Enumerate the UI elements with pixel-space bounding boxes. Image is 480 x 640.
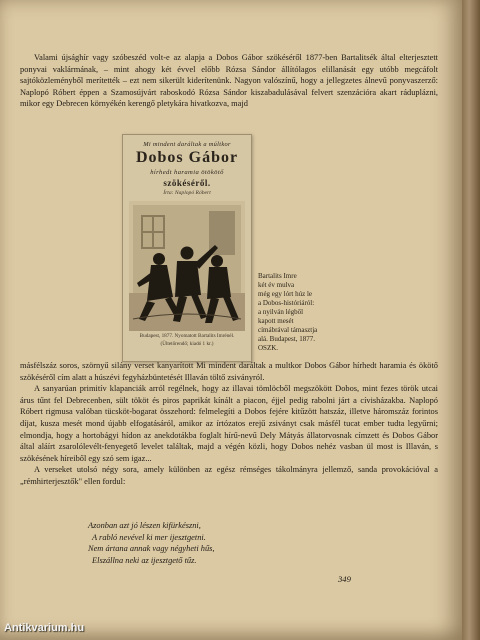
page-number: 349 — [338, 574, 351, 584]
caption-line: OSZK. — [258, 344, 279, 352]
cover-line-3: hírhedt haramia ötökötő — [150, 169, 224, 176]
top-paragraph — [20, 52, 438, 110]
chapbook-cover-illustration — [122, 134, 252, 362]
cover-price: (Ültetőrendő; kiadó 1 kr.) — [160, 341, 214, 347]
verse-line: Azonban azt jó lészen kifürkészni, — [88, 521, 201, 530]
watermark-logo: Antikvarium.hu — [4, 622, 85, 634]
caption-line: címábrával támasztja — [258, 326, 318, 334]
caption-line: két év mulva — [258, 281, 295, 289]
verse-quote — [88, 520, 348, 566]
paragraph: A sanyarúan primitív klapanciák arról regélnek, hogy az illavai tömlöcből megszökött Dobos, mint fezes török utcai árus tűnt fel Debrecenben, sült tököt és piros paprikát kínált a piacon, éjjel pedig rabolni járt a cívisházakba. Naplopó Róbert rigmusa valóban tücsköt-bogarat összehord: felmelegíti a Dobos fejére kitűzött hatszáz, illetve háromszáz forintos díjat, kusza mesét mond újabb elfogatásáról, amikor az írtózatos erejű zsiványt csak másfél tucat ember tudta legyűrni; elmondja, hogy a hortobágyi hídon az anekdotákba foglalt hírű-nevű Dely Mátyás állatorvosnak címzett és Dobos Gábor által aláírt zsarolólevélt-fenyegető levelet találtak, majd a végén közli, hogy Dobos nehéz vasban ül most is Illaván, s szökésének híreiből egy szó sem igaz... — [20, 384, 438, 463]
verse-line: Elszállna neki az ijesztgető tűz. — [92, 555, 197, 565]
caption-line: Bartalits Imre — [258, 272, 297, 280]
verse-line: A rabló nevével ki mer ijesztgetni. — [92, 532, 206, 542]
paragraph: A verseket utolsó négy sora, amely különben az egész rémséges tákolmányra jellemző, sanda provokációval a „rémhirterjesztők" ellen fordul: — [20, 465, 438, 486]
body-text — [20, 360, 438, 488]
verse-line: Nem ártana annak vagy négyheti hűs, — [88, 544, 215, 554]
paragraph: másfélszáz soros, szörnyű silány verset kanyarított Mi mindent daráltak a multkor Dobos Gábor hírhedt haramia és ökötő szökéséről cím alatt a húszévi fegyházbüntetését Illaván töltő zsiványról. — [20, 361, 438, 382]
caption-line: kapott mesét — [258, 317, 294, 325]
cover-imprint: Budapest, 1877. Nyomatott Bartalits Imrénél. — [139, 333, 235, 339]
caption-line: alá. Budapest, 1877. — [258, 335, 315, 343]
cover-title: Dobos Gábor — [135, 149, 239, 166]
woodcut-scene-image — [129, 201, 245, 331]
cover-author: Írta: Naplopó Róbert — [163, 190, 211, 196]
image-caption — [258, 272, 364, 353]
cover-line-4: szökéséről. — [163, 178, 211, 188]
caption-line: a Dobos-históriáról: — [258, 299, 315, 307]
caption-line: még egy lórt húz le — [258, 290, 313, 298]
cover-line-1: Mi mindent daráltak a múltkor — [143, 141, 231, 148]
caption-line: a nyilván légből — [258, 308, 304, 316]
paragraph: Valami újsághír vagy szóbeszéd volt-e az alapja a Dobos Gábor szökéséről 1877-ben Bartalitsék által elterjesztett ponyvai vaklármának, – mint ahogy két évvel előbb Rózsa Sándor állítólagos elillanását egy utóbb megcáfolt sajtóközleményből merítették – ezt nem sikerült kiderítenünk. Nagyon valószínű, hogy a jellegzetes álnevű ponyvaszerző: Naplopó Róbert éppen a Szamosújvárt raboskodó Rózsa Sándor kiszabadulásával felvert szenzációra akart ráduplázni, mikor egy Debrecen környékén kerengő pletykára hivatkozva, majd — [20, 53, 438, 109]
page-edge — [462, 0, 480, 640]
